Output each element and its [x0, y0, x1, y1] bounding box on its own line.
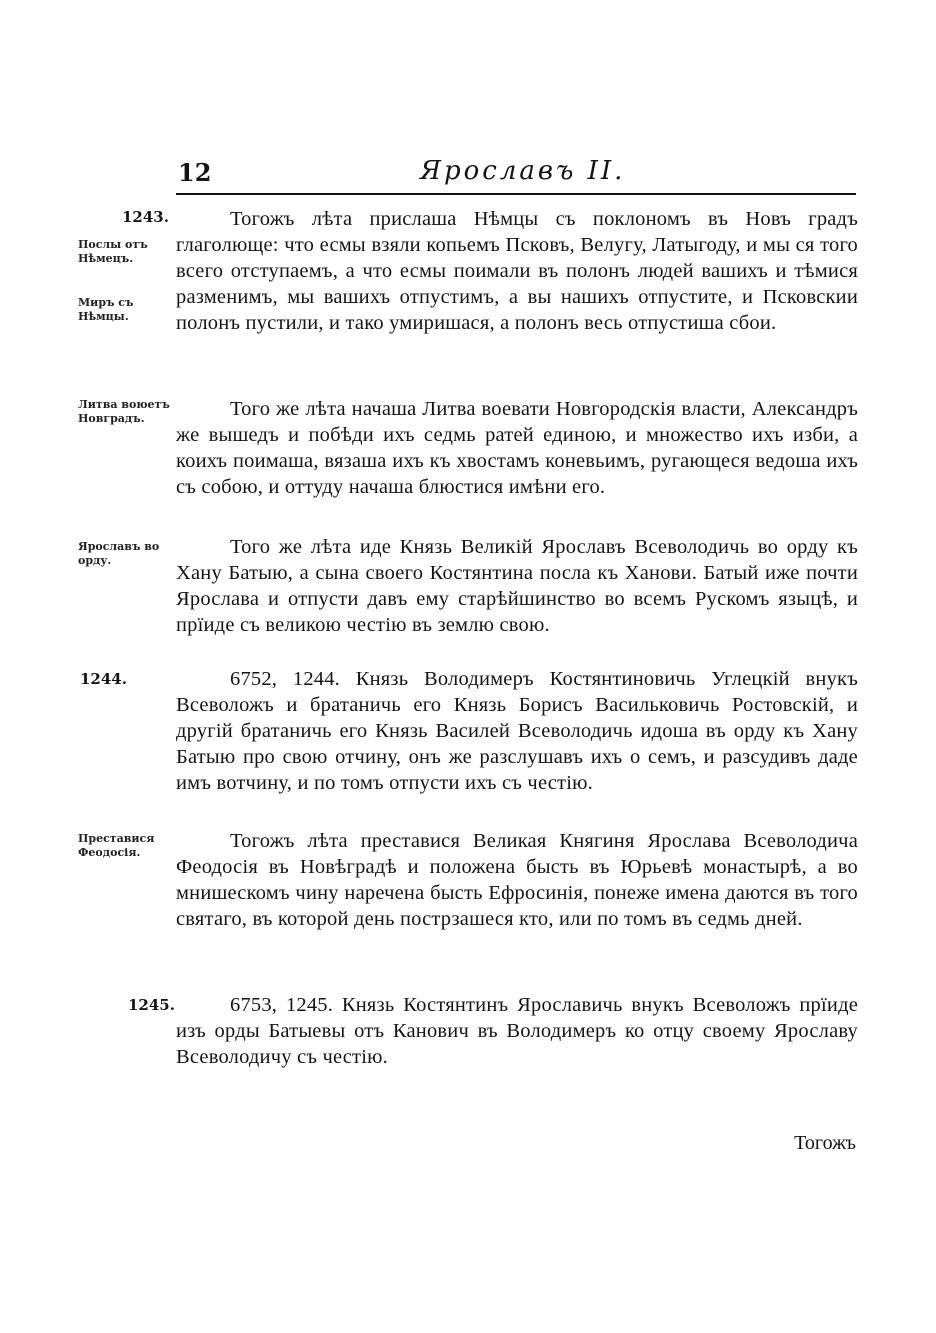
entry-horde	[176, 534, 858, 638]
margin-note-horde: Ярославъ во орду.	[78, 540, 160, 567]
header-rule	[176, 193, 856, 195]
entry-text: Тогожъ лѣта преставися Великая Княгиня Ярослава Всеволодича Феодосія въ Новѣградѣ и положена бысть въ Юрьевѣ монастырѣ, а во мнишескомъ чину наречена бысть Ефросинія, понеже имена даются въ того святаго, въ которой день пострзашеся кто, или по томъ въ седмь дней.	[176, 830, 858, 930]
catchword: Тогожъ	[794, 1132, 856, 1154]
margin-note-peace: Миръ съ Нѣмцы.	[78, 296, 134, 323]
margin-year-1244: 1244.	[80, 670, 127, 688]
entry-1245	[176, 992, 858, 1070]
running-title: Ярославъ II.	[420, 156, 626, 186]
entry-1243	[176, 206, 858, 336]
margin-year-1243: 1243.	[122, 208, 169, 226]
entry-text: Того же лѣта иде Князь Великій Ярославъ Всеволодичь во орду къ Хану Батыю, а сына своего Костянтина посла къ Ханови. Батый иже почти Ярослава и отпусти давъ ему старѣйшинство во всемъ Рускомъ языцѣ, и прїиде съ великою честію въ землю свою.	[176, 536, 858, 636]
entry-text: 6752, 1244. Князь Володимеръ Костянтиновичь Углецкій внукъ Всеволожъ и братаничь его Князь Борисъ Васильковичь Ростовскій, и другій братаничь его Князь Василей Всеволодичь идоша въ орду къ Хану Батыю про свою отчину, онъ же разслушавъ ихъ о семъ, и разсудивъ даде имъ вотчину, и по томъ отпусти ихъ съ честію.	[176, 668, 858, 794]
page-number: 12	[178, 158, 212, 187]
margin-year-1245: 1245.	[128, 996, 175, 1014]
entry-1244	[176, 666, 858, 796]
margin-note-feodosia: Преставися Феодосія.	[78, 832, 155, 859]
entry-lithuania	[176, 396, 858, 500]
entry-feodosia	[176, 828, 858, 932]
entry-text: 6753, 1245. Князь Костянтинъ Ярославичь внукъ Всеволожъ прїиде изъ орды Батыевы отъ Канович въ Володимеръ ко отцу своему Ярославу Всеволодичу съ честію.	[176, 994, 858, 1068]
entry-text: Тогожъ лѣта прислаша Нѣмцы съ поклономъ въ Новъ градъ глаголюще: что есмы взяли копьемъ Псковъ, Велугу, Латыгоду, и мы ся того всего отступаемъ, а что есмы поимали въ полонъ людей вашихъ и тѣмися разменимъ, мы вашихъ отпустимъ, а вы нашихъ отпустите, и Псковскии полонъ пустили, и тако умиришася, а полонъ весь отпустиша сбои.	[176, 208, 858, 334]
margin-note-envoys: Послы отъ Нѣмецъ.	[78, 238, 148, 265]
entry-text: Того же лѣта начаша Литва воевати Новгородскія власти, Александръ же вышедъ и побѣди ихъ седмь ратей единою, и множество ихъ изби, а коихъ поимаша, вязаша ихъ къ хвостамъ коневьимъ, ругающеся ведоша ихъ съ собою, и оттуду начаша блюстися имѣни его.	[176, 398, 858, 498]
margin-note-lithuania: Литва воюетъ Новградъ.	[78, 398, 170, 425]
